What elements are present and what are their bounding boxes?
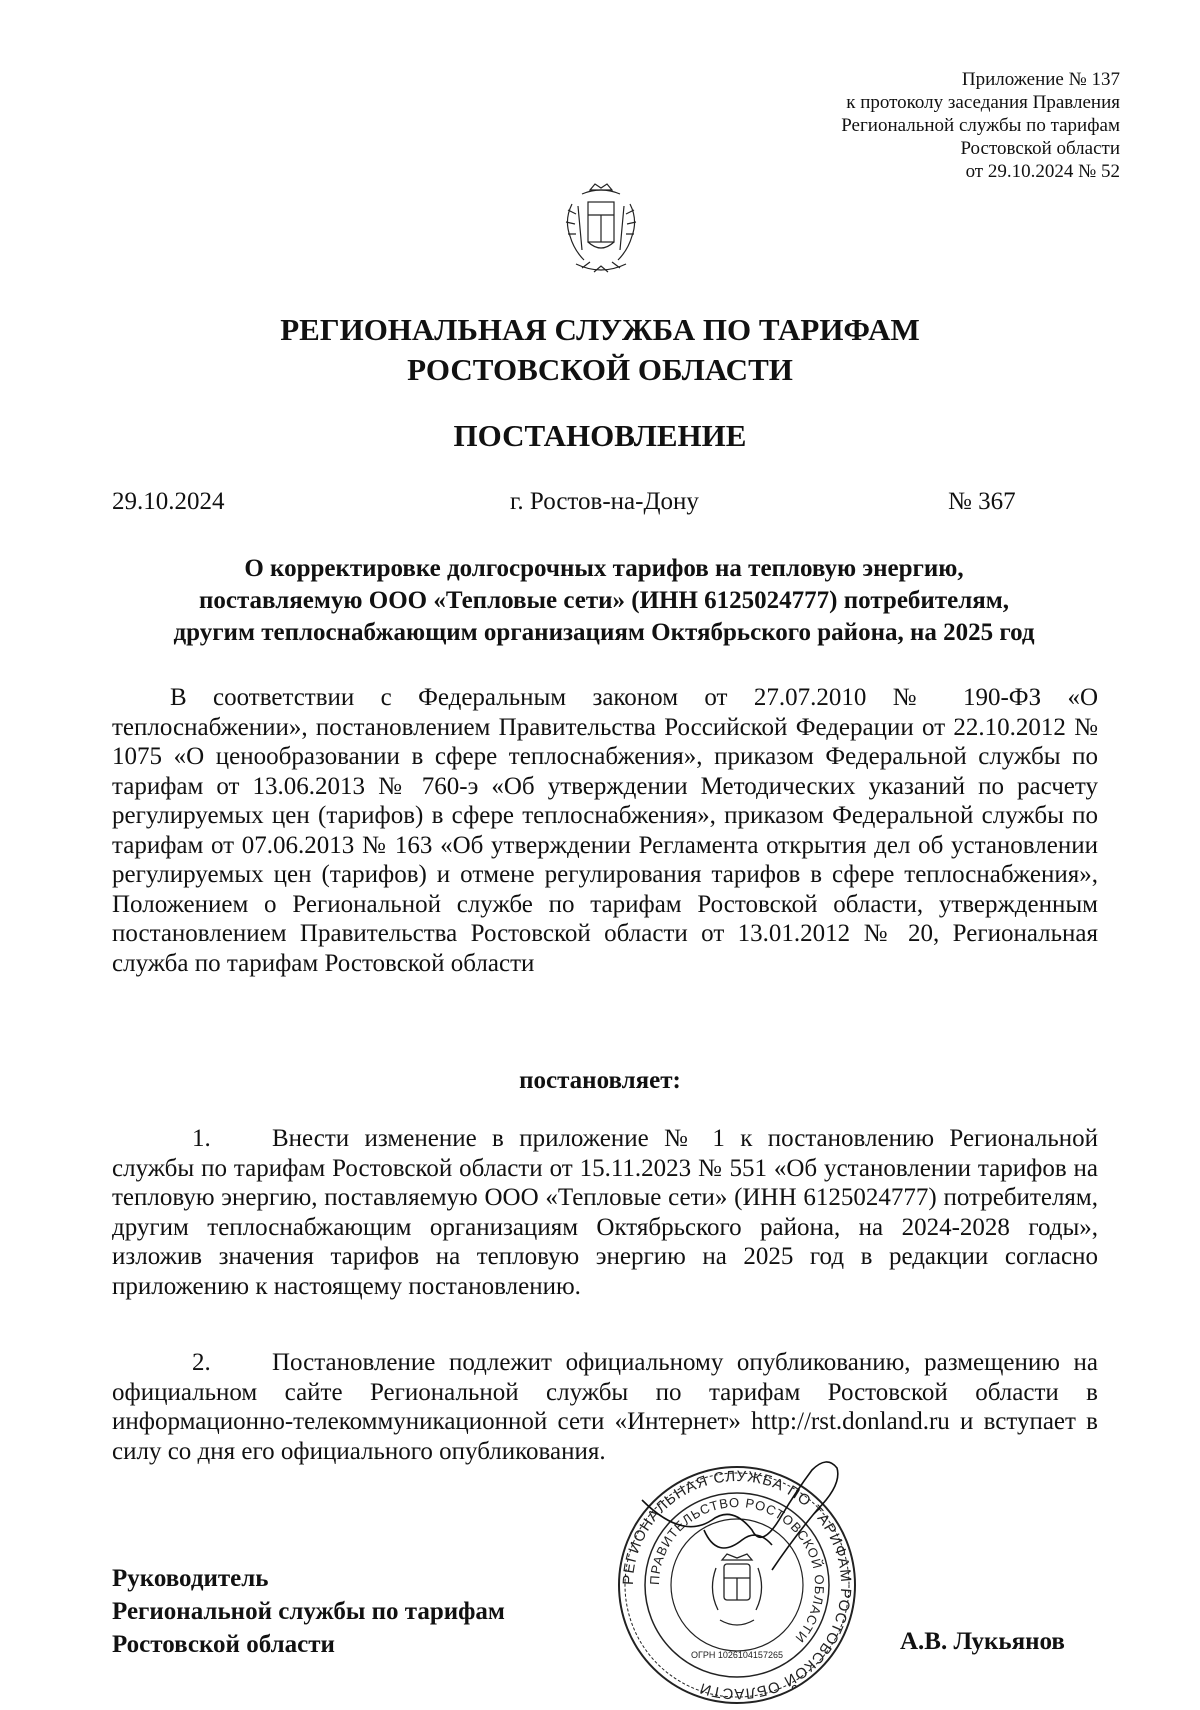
document-type: ПОСТАНОВЛЕНИЕ <box>453 418 747 453</box>
stamp-emblem-icon <box>712 1554 761 1625</box>
signer-line: Региональной службы по тарифам <box>112 1598 505 1625</box>
title-line: другим теплоснабжающим организациям Октябрьского района, на 2025 год <box>173 619 1035 646</box>
clause-1 <box>112 1124 1098 1301</box>
preamble-paragraph: В соответствии с Федеральным законом от 27.07.2010 № 190-ФЗ «О теплоснабжении», постановлением Правительства Российской Федерации от 22.10.2012 № 1075 «О ценообразовании в сфере теплоснабжения», приказом Федеральной службы по тарифам от 13.06.2013 № 760-э «Об утверждении Методических указаний по расчету регулируемых цен (тарифов) в сфере теплоснабжения», приказом Федеральной службы по тарифам от 07.06.2013 № 163 «Об утверждении Регламента открытия дел об установлении регулируемых цен (тарифов) и отмене регулирования тарифов в сфере теплоснабжения», Положением о Региональной службе по тарифам Ростовской области, утвержденным постановлением Правительства Ростовской области от 13.01.2012 № 20, Региональная служба по тарифам Ростовской области <box>112 684 1098 977</box>
clause-2 <box>112 1348 1098 1466</box>
organization-name <box>0 310 1200 390</box>
signer-position <box>112 1562 505 1661</box>
organization-line: РЕГИОНАЛЬНАЯ СЛУЖБА ПО ТАРИФАМ <box>280 312 920 347</box>
clause-text: Внести изменение в приложение № 1 к постановлению Региональной службы по тарифам Ростовской области от 15.11.2023 № 551 «Об установлении тарифов на тепловую энергию, поставляемую ООО «Тепловые сети» (ИНН 6125024777) потребителям, другим теплоснабжающим организациям Октябрьского района, на 2024-2028 годы», изложив значения тарифов на тепловую энергию на 2025 год в редакции согласно приложению к настоящему постановлению. <box>112 1125 1098 1300</box>
appendix-line: Ростовской области <box>960 138 1120 159</box>
clause-number: 2. <box>192 1349 211 1376</box>
stamp-ogrn: ОГРН 1026104157265 <box>691 1650 783 1660</box>
title-line: поставляемую ООО «Тепловые сети» (ИНН 6125024777) потребителям, <box>198 587 1010 614</box>
signer-name: А.В. Лукьянов <box>900 1628 1065 1655</box>
signer-line: Руководитель <box>112 1565 269 1592</box>
document-date: 29.10.2024 <box>112 488 225 515</box>
clause-text: Постановление подлежит официальному опубликованию, размещению на официальном сайте Региональной службы по тарифам Ростовской области в информационно-телекоммуникационной сети «Интернет» http://rst.donland.ru и вступает в силу со дня его официального опубликования. <box>112 1349 1098 1465</box>
organization-line: РОСТОВСКОЙ ОБЛАСТИ <box>407 352 793 387</box>
appendix-line: к протоколу заседания Правления <box>846 92 1120 113</box>
stamp-inner-text: ПРАВИТЕЛЬСТВО РОСТОВСКОЙ ОБЛАСТИ <box>646 1494 828 1646</box>
official-stamp <box>612 1460 862 1710</box>
appendix-line: Региональной службы по тарифам <box>841 115 1120 136</box>
resolves-heading: постановляет: <box>519 1067 681 1094</box>
clause-number: 1. <box>192 1125 211 1152</box>
appendix-line: Приложение № 137 <box>961 69 1120 90</box>
appendix-line: от 29.10.2024 № 52 <box>965 161 1120 182</box>
stamp-outer-text: РЕГИОНАЛЬНАЯ СЛУЖБА ПО ТАРИФАМ РОСТОВСКОЙ ОБЛАСТИ <box>619 1467 855 1703</box>
signer-line: Ростовской области <box>112 1631 335 1658</box>
appendix-reference <box>700 68 1120 183</box>
coat-of-arms-icon <box>560 180 642 280</box>
document-city: г. Ростов-на-Дону <box>510 488 699 515</box>
document-title <box>110 553 1098 649</box>
document-number: № 367 <box>948 488 1016 515</box>
title-line: О корректировке долгосрочных тарифов на тепловую энергию, <box>244 555 964 582</box>
